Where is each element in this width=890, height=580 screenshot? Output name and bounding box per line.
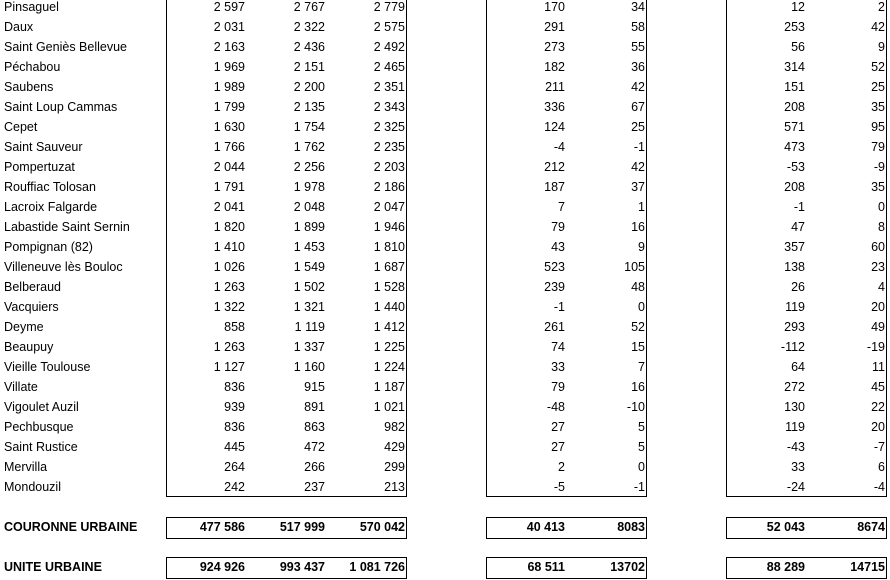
value-cell: 119 xyxy=(785,300,805,314)
value-cell: 212 xyxy=(544,160,565,174)
table-row xyxy=(0,118,890,138)
value-cell: 35 xyxy=(871,100,885,114)
value-cell: 55 xyxy=(631,40,645,54)
value-cell: 6 xyxy=(878,460,885,474)
value-cell: 2 256 xyxy=(293,160,325,174)
table-row xyxy=(0,278,890,298)
value-cell: 43 xyxy=(551,240,565,254)
value-cell: 2 031 xyxy=(213,20,245,34)
value-cell: 445 xyxy=(224,440,245,454)
value-cell: -24 xyxy=(786,480,805,494)
value-cell: -4 xyxy=(873,480,885,494)
value-cell: 993 437 xyxy=(279,560,325,574)
commune-name: Villate xyxy=(4,380,38,394)
value-cell: 79 xyxy=(551,380,565,394)
value-cell: 1 989 xyxy=(213,80,245,94)
value-cell: 1 321 xyxy=(293,300,325,314)
value-cell: -1 xyxy=(553,300,565,314)
value-cell: 11 xyxy=(872,360,885,374)
value-cell: -48 xyxy=(546,400,565,414)
value-cell: 293 xyxy=(784,320,805,334)
value-cell: 1 453 xyxy=(293,240,325,254)
value-cell: 2 235 xyxy=(373,140,405,154)
value-cell: 982 xyxy=(384,420,405,434)
value-cell: 79 xyxy=(551,220,565,234)
value-cell: 47 xyxy=(791,220,805,234)
value-cell: 52 xyxy=(631,320,645,334)
table-row xyxy=(0,458,890,478)
value-cell: 27 xyxy=(551,420,565,434)
value-cell: 68 511 xyxy=(527,560,565,574)
value-cell: 1 810 xyxy=(373,240,405,254)
value-cell: 939 xyxy=(224,400,245,414)
couronne-urbaine-row xyxy=(0,518,890,538)
commune-name: Labastide Saint Sernin xyxy=(4,220,130,234)
table-row xyxy=(0,318,890,338)
value-cell: 1 127 xyxy=(213,360,245,374)
value-cell: 2 186 xyxy=(373,180,405,194)
value-cell: 924 926 xyxy=(199,560,245,574)
value-cell: 253 xyxy=(784,20,805,34)
value-cell: 42 xyxy=(871,20,885,34)
value-cell: -9 xyxy=(873,160,885,174)
commune-name: Villeneuve lès Bouloc xyxy=(4,260,123,274)
commune-name: Saint Geniès Bellevue xyxy=(4,40,127,54)
value-cell: 1 263 xyxy=(213,340,245,354)
value-cell: -4 xyxy=(553,140,565,154)
value-cell: -5 xyxy=(553,480,565,494)
row-label: UNITE URBAINE xyxy=(4,560,102,574)
table-row xyxy=(0,298,890,318)
table-row xyxy=(0,18,890,38)
value-cell: 14715 xyxy=(850,560,885,574)
value-cell: 2 351 xyxy=(373,80,405,94)
value-cell: 523 xyxy=(544,260,565,274)
value-cell: 2 465 xyxy=(373,60,405,74)
value-cell: 272 xyxy=(784,380,805,394)
value-cell: 7 xyxy=(638,360,645,374)
value-cell: 2 203 xyxy=(373,160,405,174)
value-cell: 517 999 xyxy=(279,520,325,534)
value-cell: 34 xyxy=(631,0,645,14)
value-cell: 2 343 xyxy=(373,100,405,114)
value-cell: 4 xyxy=(878,280,885,294)
commune-name: Vacquiers xyxy=(4,300,59,314)
table-row xyxy=(0,158,890,178)
value-cell: -43 xyxy=(786,440,805,454)
value-cell: 1 687 xyxy=(373,260,405,274)
value-cell: 27 xyxy=(551,440,565,454)
value-cell: 16 xyxy=(631,380,645,394)
value-cell: 1 412 xyxy=(373,320,405,334)
commune-name: Vieille Toulouse xyxy=(4,360,91,374)
value-cell: -19 xyxy=(866,340,885,354)
value-cell: 1 630 xyxy=(213,120,245,134)
value-cell: 1 081 726 xyxy=(349,560,405,574)
value-cell: -7 xyxy=(873,440,885,454)
table-row xyxy=(0,238,890,258)
value-cell: 1 754 xyxy=(293,120,325,134)
value-cell: 8083 xyxy=(617,520,645,534)
commune-name: Pechbusque xyxy=(4,420,74,434)
value-cell: 182 xyxy=(544,60,565,74)
value-cell: 45 xyxy=(871,380,885,394)
value-cell: 42 xyxy=(631,80,645,94)
commune-name: Saint Rustice xyxy=(4,440,78,454)
value-cell: 16 xyxy=(631,220,645,234)
value-cell: 0 xyxy=(638,300,645,314)
value-cell: 1 160 xyxy=(293,360,325,374)
value-cell: 1 021 xyxy=(373,400,405,414)
value-cell: 208 xyxy=(784,180,805,194)
value-cell: 2 044 xyxy=(213,160,245,174)
value-cell: 863 xyxy=(304,420,325,434)
value-cell: 264 xyxy=(224,460,245,474)
value-cell: 151 xyxy=(784,80,805,94)
value-cell: 52 xyxy=(871,60,885,74)
value-cell: 64 xyxy=(791,360,805,374)
value-cell: 40 413 xyxy=(526,520,565,534)
commune-name: Daux xyxy=(4,20,34,34)
value-cell: 1 820 xyxy=(213,220,245,234)
value-cell: 1 946 xyxy=(373,220,405,234)
value-cell: 42 xyxy=(631,160,645,174)
value-cell: 2 163 xyxy=(213,40,245,54)
commune-name: Lacroix Falgarde xyxy=(4,200,98,214)
value-cell: 1 224 xyxy=(373,360,405,374)
value-cell: 242 xyxy=(224,480,245,494)
value-cell: 836 xyxy=(224,380,245,394)
value-cell: 105 xyxy=(624,260,645,274)
value-cell: 314 xyxy=(784,60,805,74)
unite-urbaine-row xyxy=(0,558,890,578)
commune-name: Beaupuy xyxy=(4,340,54,354)
value-cell: 291 xyxy=(544,20,565,34)
table-row xyxy=(0,0,890,18)
value-cell: 1 899 xyxy=(293,220,325,234)
value-cell: -1 xyxy=(793,200,805,214)
value-cell: 429 xyxy=(384,440,405,454)
value-cell: 124 xyxy=(544,120,565,134)
value-cell: 52 043 xyxy=(766,520,805,534)
value-cell: 33 xyxy=(551,360,565,374)
value-cell: 1 528 xyxy=(373,280,405,294)
value-cell: 33 xyxy=(791,460,805,474)
value-cell: 9 xyxy=(878,40,885,54)
value-cell: 570 042 xyxy=(359,520,405,534)
commune-name: Belberaud xyxy=(4,280,61,294)
value-cell: 1 322 xyxy=(213,300,245,314)
value-cell: 239 xyxy=(544,280,565,294)
value-cell: 170 xyxy=(544,0,565,14)
commune-name: Deyme xyxy=(4,320,44,334)
value-cell: 237 xyxy=(304,480,325,494)
value-cell: -112 xyxy=(780,340,805,354)
value-cell: 8 xyxy=(878,220,885,234)
value-cell: 2 767 xyxy=(293,0,325,14)
value-cell: 35 xyxy=(871,180,885,194)
value-cell: 1 549 xyxy=(293,260,325,274)
value-cell: 2 151 xyxy=(293,60,325,74)
value-cell: 12 xyxy=(791,0,805,14)
value-cell: 1 762 xyxy=(293,140,325,154)
value-cell: 891 xyxy=(304,400,325,414)
table-row xyxy=(0,138,890,158)
value-cell: 79 xyxy=(871,140,885,154)
value-cell: 266 xyxy=(304,460,325,474)
value-cell: 5 xyxy=(638,420,645,434)
value-cell: 213 xyxy=(384,480,405,494)
table-row xyxy=(0,438,890,458)
commune-name: Mervilla xyxy=(4,460,48,474)
value-cell: 0 xyxy=(638,460,645,474)
table-row xyxy=(0,338,890,358)
value-cell: 1 xyxy=(638,200,645,214)
commune-name: Rouffiac Tolosan xyxy=(4,180,96,194)
commune-name: Mondouzil xyxy=(4,480,61,494)
value-cell: 1 119 xyxy=(294,320,325,334)
value-cell: 130 xyxy=(784,400,805,414)
value-cell: 2 325 xyxy=(373,120,405,134)
table-row xyxy=(0,58,890,78)
value-cell: -1 xyxy=(633,140,645,154)
value-cell: -53 xyxy=(786,160,805,174)
value-cell: 2 047 xyxy=(373,200,405,214)
table-row xyxy=(0,418,890,438)
table-row xyxy=(0,398,890,418)
value-cell: 336 xyxy=(544,100,565,114)
value-cell: 208 xyxy=(784,100,805,114)
value-cell: 1 263 xyxy=(213,280,245,294)
value-cell: 95 xyxy=(871,120,885,134)
value-cell: 20 xyxy=(871,420,885,434)
value-cell: 13702 xyxy=(610,560,645,574)
value-cell: 23 xyxy=(871,260,885,274)
value-cell: 1 791 xyxy=(213,180,245,194)
value-cell: 60 xyxy=(871,240,885,254)
value-cell: -1 xyxy=(633,480,645,494)
value-cell: 473 xyxy=(784,140,805,154)
value-cell: 2 041 xyxy=(213,200,245,214)
value-cell: 7 xyxy=(558,200,565,214)
value-cell: 357 xyxy=(784,240,805,254)
value-cell: 2 492 xyxy=(373,40,405,54)
value-cell: 119 xyxy=(785,420,805,434)
value-cell: 26 xyxy=(791,280,805,294)
table-row xyxy=(0,178,890,198)
value-cell: 1 410 xyxy=(213,240,245,254)
value-cell: 37 xyxy=(631,180,645,194)
commune-name: Cepet xyxy=(4,120,38,134)
value-cell: 273 xyxy=(544,40,565,54)
value-cell: 15 xyxy=(631,340,645,354)
value-cell: 9 xyxy=(638,240,645,254)
value-cell: 1 766 xyxy=(213,140,245,154)
value-cell: 2 322 xyxy=(293,20,325,34)
value-cell: 472 xyxy=(304,440,325,454)
commune-name: Pinsaguel xyxy=(4,0,59,14)
value-cell: 2 048 xyxy=(293,200,325,214)
table-row xyxy=(0,98,890,118)
value-cell: 0 xyxy=(878,200,885,214)
value-cell: 58 xyxy=(631,20,645,34)
value-cell: 2 135 xyxy=(293,100,325,114)
commune-name: Saubens xyxy=(4,80,54,94)
value-cell: 67 xyxy=(631,100,645,114)
table-row xyxy=(0,478,890,498)
commune-name: Saint Loup Cammas xyxy=(4,100,118,114)
table-row xyxy=(0,218,890,238)
value-cell: -10 xyxy=(626,400,645,414)
value-cell: 2 xyxy=(558,460,565,474)
value-cell: 48 xyxy=(631,280,645,294)
value-cell: 2 575 xyxy=(373,20,405,34)
value-cell: 571 xyxy=(784,120,805,134)
commune-name: Vigoulet Auzil xyxy=(4,400,79,414)
value-cell: 56 xyxy=(791,40,805,54)
value-cell: 858 xyxy=(224,320,245,334)
value-cell: 25 xyxy=(871,80,885,94)
value-cell: 88 289 xyxy=(766,560,805,574)
value-cell: 2 xyxy=(878,0,885,14)
value-cell: 74 xyxy=(551,340,565,354)
table-row xyxy=(0,38,890,58)
value-cell: 2 200 xyxy=(293,80,325,94)
value-cell: 36 xyxy=(631,60,645,74)
value-cell: 8674 xyxy=(857,520,885,534)
commune-name: Pompertuzat xyxy=(4,160,75,174)
value-cell: 2 597 xyxy=(213,0,245,14)
value-cell: 1 969 xyxy=(213,60,245,74)
value-cell: 187 xyxy=(544,180,565,194)
value-cell: 261 xyxy=(544,320,565,334)
value-cell: 299 xyxy=(384,460,405,474)
value-cell: 22 xyxy=(871,400,885,414)
value-cell: 1 187 xyxy=(373,380,405,394)
commune-name: Pompignan (82) xyxy=(4,240,93,254)
value-cell: 49 xyxy=(871,320,885,334)
value-cell: 138 xyxy=(784,260,805,274)
value-cell: 2 436 xyxy=(293,40,325,54)
value-cell: 477 586 xyxy=(199,520,245,534)
value-cell: 211 xyxy=(545,80,565,94)
value-cell: 1 502 xyxy=(293,280,325,294)
value-cell: 1 440 xyxy=(373,300,405,314)
table-row xyxy=(0,198,890,218)
value-cell: 2 779 xyxy=(373,0,405,14)
table-row xyxy=(0,358,890,378)
value-cell: 1 225 xyxy=(373,340,405,354)
commune-name: Péchabou xyxy=(4,60,61,74)
value-cell: 1 026 xyxy=(213,260,245,274)
value-cell: 1 799 xyxy=(213,100,245,114)
value-cell: 20 xyxy=(871,300,885,314)
value-cell: 1 978 xyxy=(293,180,325,194)
value-cell: 5 xyxy=(638,440,645,454)
commune-name: Saint Sauveur xyxy=(4,140,83,154)
table-row xyxy=(0,378,890,398)
value-cell: 1 337 xyxy=(293,340,325,354)
value-cell: 836 xyxy=(224,420,245,434)
table-row xyxy=(0,78,890,98)
value-cell: 25 xyxy=(631,120,645,134)
value-cell: 915 xyxy=(304,380,325,394)
table-row xyxy=(0,258,890,278)
row-label: COURONNE URBAINE xyxy=(4,520,138,534)
